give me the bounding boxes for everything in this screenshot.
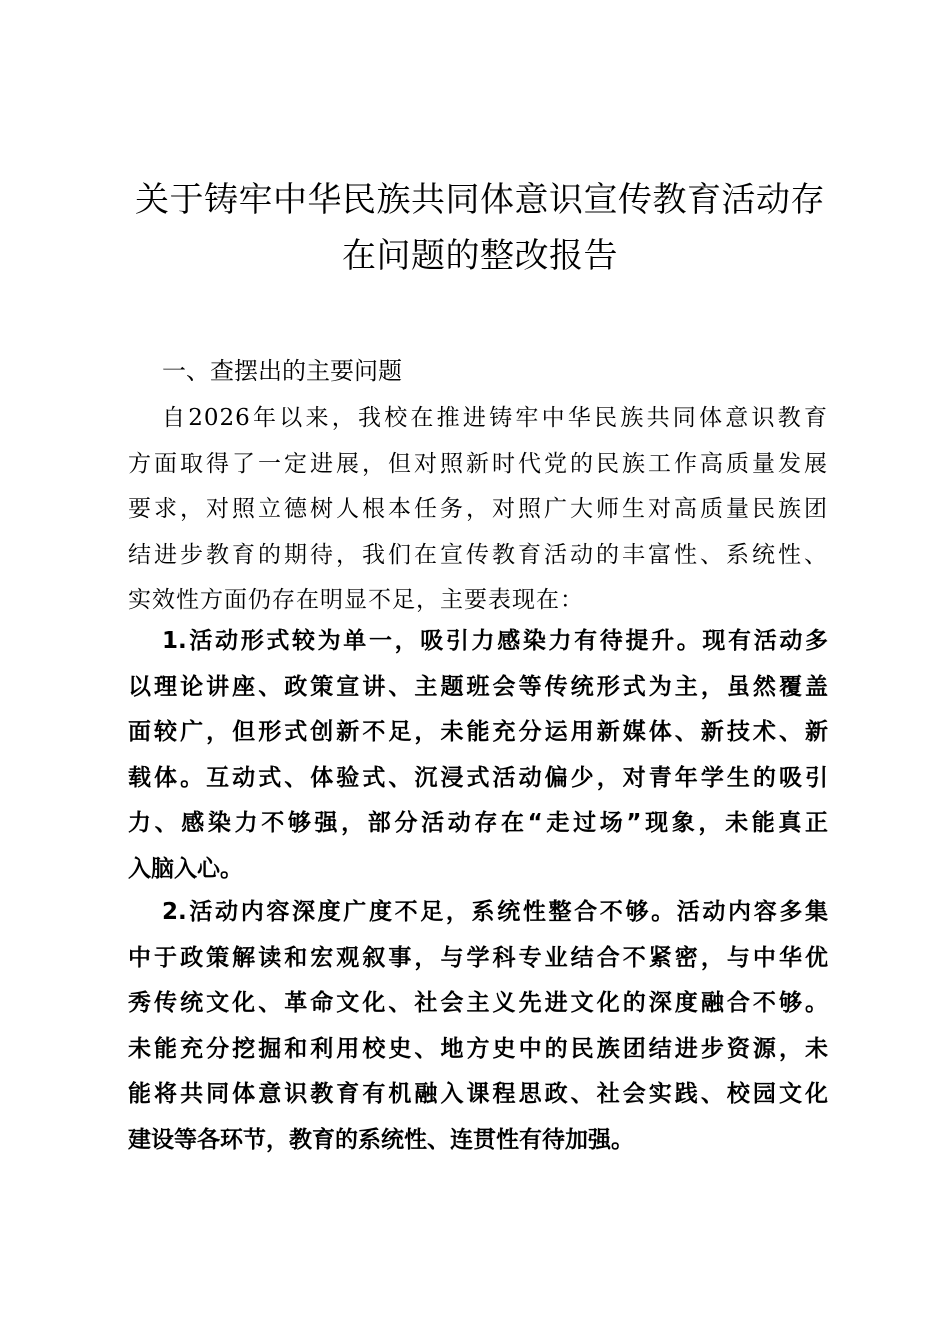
item2-line: 2.活动内容深度广度不足，系统性整合不够。活动内容多集 — [162, 899, 828, 925]
intro-line: 方面取得了一定进展，但对照新时代党的民族工作高质量发展 — [128, 450, 828, 477]
item1-line: 1.活动形式较为单一，吸引力感染力有待提升。现有活动多 — [162, 628, 828, 654]
title-line-2: 在问题的整改报告 — [342, 236, 618, 276]
intro-line: 要求，对照立德树人根本任务，对照广大师生对高质量民族团 — [128, 496, 828, 522]
item2-line: 建设等各环节，教育的系统性、连贯性有待加强。 — [128, 1126, 634, 1153]
section-heading: 一、查摆出的主要问题 — [162, 357, 402, 385]
item1-line: 面较广，但形式创新不足，未能充分运用新媒体、新技术、新 — [128, 719, 828, 745]
problem-item-2 — [128, 890, 828, 1163]
item1-line: 力、感染力不够强，部分活动存在“走过场”现象，未能真正 — [128, 810, 828, 836]
item2-line: 中于政策解读和宏观叙事，与学科专业结合不紧密，与中华优 — [128, 944, 828, 971]
item2-line: 未能充分挖掘和利用校史、地方史中的民族团结进步资源，未 — [128, 1035, 828, 1062]
intro-line: 实效性方面仍存在明显不足，主要表现在： — [128, 587, 584, 613]
item2-line: 能将共同体意识教育有机融入课程思政、社会实践、校园文化 — [128, 1081, 828, 1107]
item1-line: 载体。互动式、体验式、沉浸式活动偏少，对青年学生的吸引 — [128, 764, 828, 791]
intro-paragraph — [128, 396, 828, 624]
title-line-1: 关于铸牢中华民族共同体意识宣传教育活动存 — [135, 180, 825, 220]
document-title — [110, 172, 850, 284]
intro-line: 结进步教育的期待，我们在宣传教育活动的丰富性、系统性、 — [128, 541, 828, 568]
item2-line: 秀传统文化、革命文化、社会主义先进文化的深度融合不够。 — [128, 990, 828, 1016]
item1-line: 以理论讲座、政策宣讲、主题班会等传统形式为主，虽然覆盖 — [128, 673, 828, 700]
item1-line: 入脑入心。 — [128, 855, 243, 882]
problem-item-1 — [128, 619, 828, 892]
intro-line: 自2026年以来，我校在推进铸牢中华民族共同体意识教育 — [162, 405, 828, 431]
